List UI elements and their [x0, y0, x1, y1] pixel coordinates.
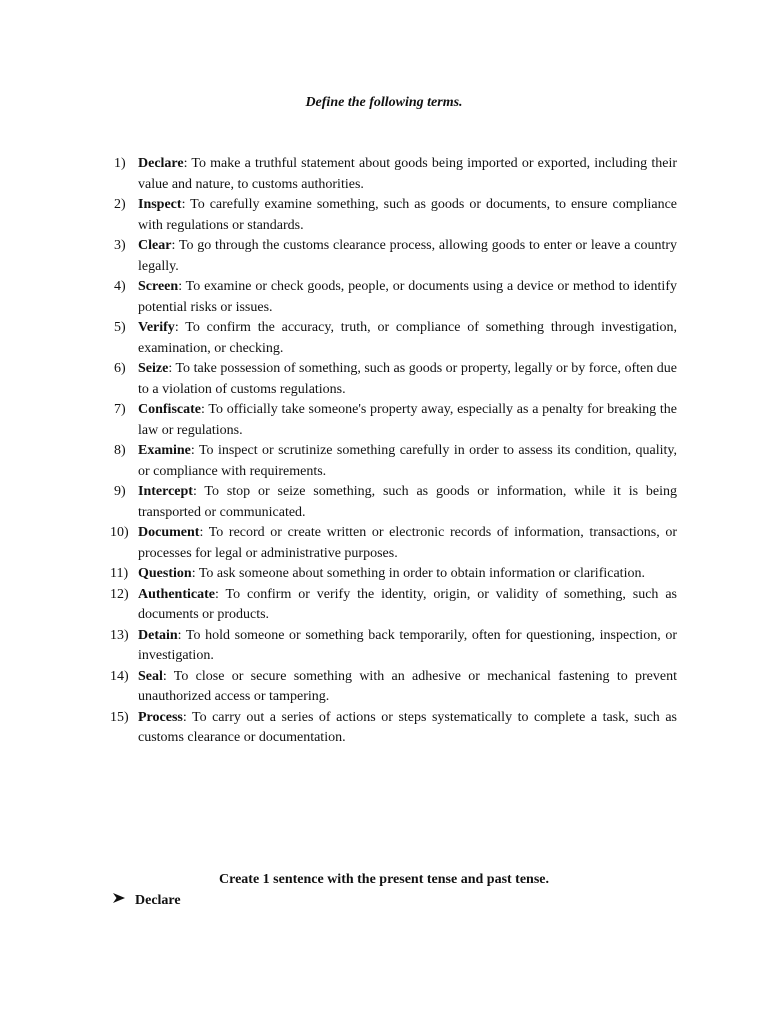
term: Detain — [138, 627, 178, 643]
term: Declare — [138, 156, 184, 171]
item-number: 9) — [114, 484, 126, 499]
term: Inspect — [138, 197, 182, 212]
list-item — [110, 277, 677, 318]
bullet-label: Declare — [135, 892, 181, 908]
definition-text: : To examine or check goods, people, or documents using a device or method to identify potential risks or issues. — [138, 279, 677, 315]
definition-text: : To officially take someone's property away, especially as a penalty for breaking the law or regulations. — [138, 402, 677, 438]
list-item — [110, 482, 677, 523]
item-number: 13) — [110, 627, 129, 643]
term: Seal — [138, 668, 163, 684]
item-number: 2) — [114, 197, 126, 212]
item-number: 4) — [114, 279, 126, 294]
item-number: 15) — [110, 709, 129, 725]
term: Seize — [138, 361, 169, 376]
item-number: 11) — [110, 566, 129, 581]
item-number: 5) — [114, 320, 126, 335]
definition-text: : To take possession of something, such as goods or property, legally or by force, often due to a violation of customs regulations. — [138, 361, 677, 397]
item-number: 1) — [114, 156, 126, 171]
list-item — [110, 400, 677, 441]
term: Authenticate — [138, 586, 215, 602]
term: Clear — [138, 238, 172, 253]
term: Document — [138, 525, 200, 540]
term: Question — [138, 566, 192, 581]
list-item — [110, 195, 677, 236]
item-number: 6) — [114, 361, 126, 376]
list-item — [110, 441, 677, 482]
list-item — [110, 318, 677, 359]
definition-list — [110, 154, 677, 749]
term: Verify — [138, 320, 175, 335]
list-item — [110, 154, 677, 195]
item-number: 12) — [110, 586, 129, 602]
definition-text: : To hold someone or something back temporarily, often for questioning, inspection, or investigation. — [138, 627, 677, 663]
definition-text: : To carry out a series of actions or steps systematically to complete a task, such as customs clearance or documentation. — [138, 709, 677, 745]
definition-text: : To record or create written or electronic records of information, transactions, or processes for legal or administrative purposes. — [138, 525, 677, 561]
page-title: Define the following terms. — [305, 95, 463, 110]
item-number: 3) — [114, 238, 126, 253]
list-item — [110, 523, 677, 564]
definition-text: : To confirm or verify the identity, origin, or validity of something, such as documents or products. — [138, 586, 677, 622]
definition-text: : To stop or seize something, such as goods or information, while it is being transported or communicated. — [138, 484, 677, 520]
arrow-bullet-icon — [112, 892, 126, 909]
bullet-item — [112, 892, 181, 909]
item-number: 14) — [110, 668, 129, 684]
section-heading: Create 1 sentence with the present tense and past tense. — [219, 872, 549, 887]
list-item — [110, 564, 677, 585]
list-item — [110, 626, 677, 667]
definition-text: : To make a truthful statement about goods being imported or exported, including their value and nature, to customs authorities. — [138, 156, 677, 192]
item-number: 10) — [110, 525, 129, 540]
definition-text: : To ask someone about something in order to obtain information or clarification. — [191, 566, 645, 581]
term: Screen — [138, 279, 179, 294]
definition-text: : To confirm the accuracy, truth, or compliance of something through investigation, examination, or checking. — [138, 320, 677, 356]
term: Process — [138, 709, 183, 725]
definition-text: : To go through the customs clearance process, allowing goods to enter or leave a country legally. — [138, 238, 677, 274]
definition-text: : To inspect or scrutinize something carefully in order to assess its condition, quality, or compliance with requirements. — [138, 443, 677, 479]
term: Confiscate — [138, 402, 201, 417]
item-number: 7) — [114, 402, 126, 417]
definition-text: : To carefully examine something, such as goods or documents, to ensure compliance with regulations or standards. — [138, 197, 677, 233]
term: Intercept — [138, 484, 193, 499]
term: Examine — [138, 443, 191, 458]
item-number: 8) — [114, 443, 126, 458]
definition-text: : To close or secure something with an adhesive or mechanical fastening to prevent unauthorized access or tampering. — [138, 668, 677, 704]
list-item — [110, 585, 677, 626]
list-item — [110, 667, 677, 708]
list-item — [110, 359, 677, 400]
list-item — [110, 236, 677, 277]
list-item — [110, 708, 677, 749]
